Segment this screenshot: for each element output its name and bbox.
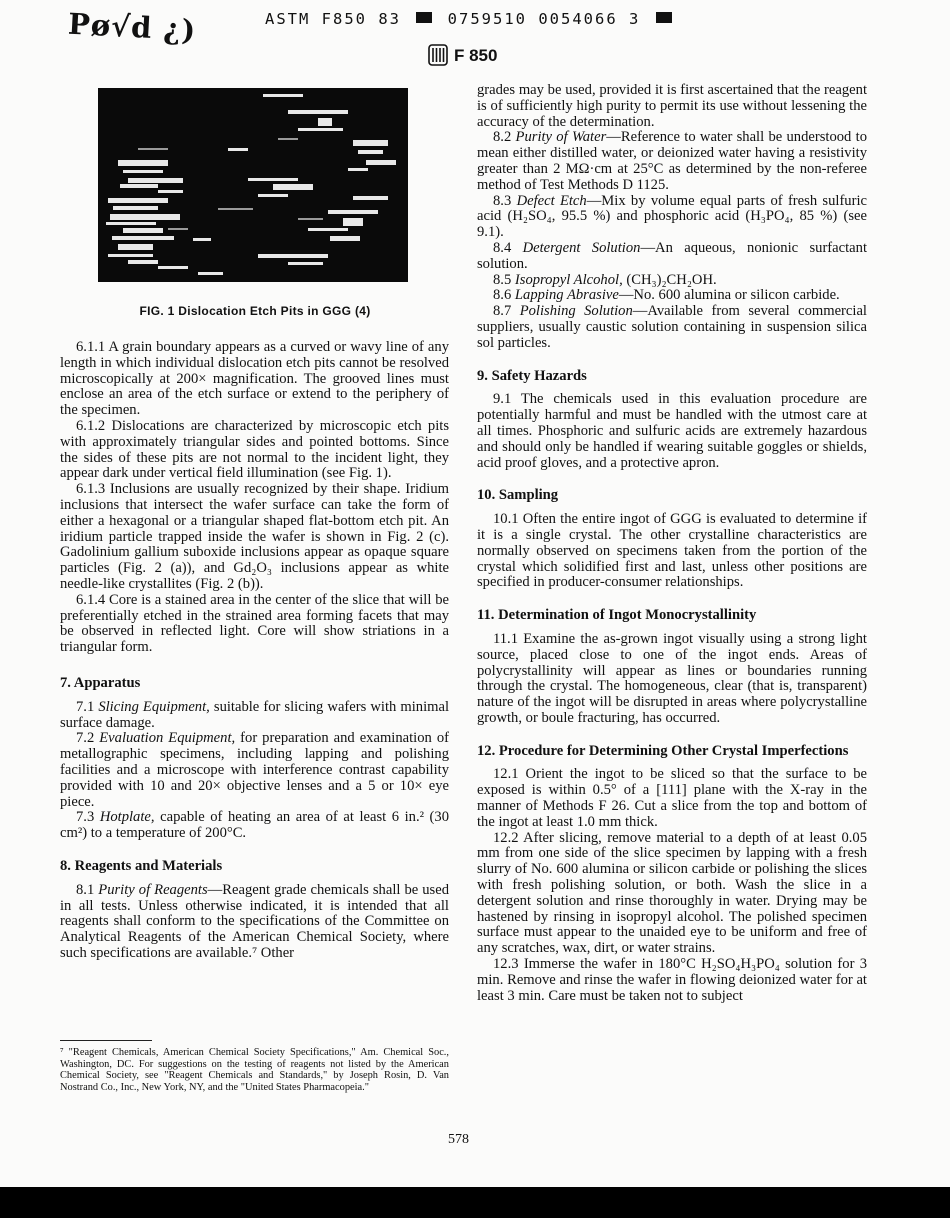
term: Lapping Abrasive [514, 287, 619, 304]
para-number: 7.3 [76, 809, 95, 826]
para-12-3: 12.3 Immerse the wafer in 180°C H₂SO₄H₃PO₄ solution for 3 min. Remove and rinse the wafer in flowing deionized water for at least 3 min. Care must be taken not to subject [477, 956, 867, 1004]
para-8-5 [477, 273, 867, 289]
term: Purity of Water [515, 129, 607, 146]
astm-header-line [265, 10, 676, 28]
para-text: —No. 600 alumina or silicon carbide. [618, 287, 840, 304]
para-number: 7.2 [76, 730, 95, 747]
figure-caption: FIG. 1 Dislocation Etch Pits in GGG (4) [139, 304, 371, 318]
term: Evaluation Equipment, [99, 730, 236, 747]
footnote-rule [60, 1040, 152, 1041]
para-12-1: 12.1 Orient the ingot to be sliced so that the surface to be exposed is within 0.5° of a [111] plane with the X-ray in the manner of Methods F 26. Cut a slice from the top and bottom of the ingot at least 1.0 mm thick. [477, 766, 867, 830]
para-6-1-3: 6.1.3 Inclusions are usually recognized by their shape. Iridium inclusions that intersect the wafer surface can take the form of either a hexagonal or a triangular shaped flat-bottom etch pit. An iridium particle trapped inside the wafer is shown in Fig. 2 (c). Gadolinium gallium suboxide inclusions appear as opaque square particles (Fig. 2 (a)), and Gd₂O₃ inclusions appear as white needle-like crystallites (Fig. 2 (b)). [60, 481, 449, 592]
designation [428, 44, 497, 66]
scan-edge-bar [0, 1187, 950, 1218]
para-number: 7.1 [76, 698, 95, 715]
handwritten-note: Ρø√d ¿) [67, 6, 198, 48]
para-number: 8.1 [76, 881, 95, 898]
page-number: 578 [448, 1132, 469, 1147]
para-9-1: 9.1 The chemicals used in this evaluation procedure are potentially harmful and must be handled with the utmost care at all times. Phosphoric and sulfuric acids are extremely hazardous and should only be handled if wearing suitable goggles or shields, acid proof gloves, and a protective apron. [477, 391, 867, 471]
para-8-3 [477, 194, 867, 241]
para-10-1: 10.1 Often the entire ingot of GGG is evaluated to determine if it is a single crystal. The other crystalline characteristics are normally observed on specimens taken from the portion of the crystal which solidified first and last, unless other positions are specified in producer-consumer relationships. [477, 511, 867, 591]
section-10-heading: 10. Sampling [477, 487, 559, 504]
para-7-3 [60, 810, 449, 842]
section-12-heading: 12. Procedure for Determining Other Crystal Imperfections [477, 742, 849, 759]
para-text: —Mix by volume equal parts of fresh sulfuric acid (H₂SO₄, 95.5 %) and phosphoric acid (H₃PO₄, 85 %) (see 9.1). [477, 192, 867, 241]
para-8-4 [477, 241, 867, 273]
para-number: 8.5 [493, 271, 512, 288]
para-number: 8.3 [493, 192, 512, 209]
term: Defect Etch [516, 192, 587, 209]
section-8-heading: 8. Reagents and Materials [60, 857, 223, 874]
term: Polishing Solution [519, 303, 633, 320]
left-column [60, 340, 449, 962]
etch-pits-micrograph [98, 88, 408, 282]
term: Isopropyl Alcohol, [514, 271, 623, 288]
doc-numbers: 0759510 0054066 3 [447, 10, 641, 28]
block-mark [656, 12, 672, 23]
para-number: 8.7 [493, 303, 512, 320]
para-7-2 [60, 731, 449, 810]
para-8-6 [477, 288, 867, 304]
para-text: —An aqueous, nonionic surfactant solution. [477, 239, 868, 272]
para-6-1-4: 6.1.4 Core is a stained area in the center of the slice that will be preferentially etched in the strained area forming facets that may be observed in reflected light. Core will show striations in a triangular form. [60, 591, 449, 656]
term: Hotplate, [99, 809, 155, 826]
para-12-2: 12.2 After slicing, remove material to a depth of at least 0.05 mm from one side of the slice specimen by lapping with a fresh slurry of No. 600 alumina or silicon carbide or polishing the slices with fresh polishing solution, or both. Wash the slice in a detergent solution and rinse thoroughly in water. Drying may be hastened by rinsing in isopropyl alcohol. The polished specimen surface must appear to the unaided eye to be uniform and free of any scratches, wax, dirt, or water strains. [477, 829, 867, 957]
para-number: 8.6 [493, 287, 512, 304]
para-11-1: 11.1 Examine the as-grown ingot visually using a strong light source, placed close to one of the ingot ends. Areas of polycrystallinity will appear as lines or boundaries running through the crystal. The homogeneous, clear (that is, transparent) nature of the ingot will be disrupted in areas where polycrystalline growth, or boule fracturing, has occurred. [477, 630, 867, 726]
astm-logo-icon [428, 44, 448, 66]
designation-number: F 850 [454, 46, 498, 65]
para-8-2 [477, 130, 867, 193]
para-7-1 [60, 700, 449, 732]
astm-code: ASTM F850 83 [265, 10, 401, 28]
term: Slicing Equipment, [98, 698, 210, 715]
para-8-1-continued: grades may be used, provided it is first ascertained that the reagent is of sufficiently high purity to permit its use without lessening the accuracy of the determination. [477, 82, 867, 130]
para-number: 8.4 [493, 239, 512, 256]
right-column [477, 83, 867, 1004]
para-number: 8.2 [493, 129, 512, 146]
para-text: capable of heating an area of at least 6 in.² (30 cm²) to a temperature of 200°C. [60, 809, 449, 842]
section-7-heading: 7. Apparatus [60, 674, 141, 691]
section-11-heading: 11. Determination of Ingot Monocrystallinity [477, 607, 757, 624]
term: Purity of Reagents [98, 881, 208, 898]
para-text: for preparation and examination of metallographic specimens, including lapping and polishing facilities and a microscope with interference contrast capability provided with 10 and 20× objective lenses and a 5 or 10× eye piece. [60, 730, 449, 810]
para-text: —Available from several commercial suppliers, usually caustic solution containing in suspension silica sol particles. [477, 303, 867, 351]
para-text: suitable for slicing wafers with minimal surface damage. [60, 698, 450, 731]
para-8-1 [60, 883, 449, 962]
para-6-1-1: 6.1.1 A grain boundary appears as a curved or wavy line of any length in which individual dislocation etch pits cannot be resolved microscopically at 200× magnification. The grooved lines must enclose an area of the etch surface or extend to the periphery of the specimen. [60, 339, 449, 419]
block-mark [416, 12, 432, 23]
para-8-7 [477, 304, 867, 351]
para-text: (CH₃)₂CH₂OH. [626, 271, 717, 288]
para-text: —Reagent grade chemicals shall be used in all tests. Unless otherwise indicated, it is intended that all reagents shall conform to the specifications of the Committee on Analytical Reagents of the American Chemical Society, where such specifications are available.⁷ Other [60, 881, 450, 961]
section-9-heading: 9. Safety Hazards [477, 367, 587, 384]
para-6-1-2: 6.1.2 Dislocations are characterized by microscopic etch pits with approximately triangular sides and pointed bottoms. Since the sides of these pits are not normal to the incident light, they appear dark under vertical field illumination (see Fig. 1). [60, 417, 449, 482]
term: Detergent Solution [522, 239, 641, 256]
footnote: ⁷ "Reagent Chemicals, American Chemical Society Specifications," Am. Chemical Soc., Washington, DC. For suggestions on the testing of reagents not listed by the American Chemical Society, see "Reagent Chemicals and Standards," by Joseph Rosin, D. Van Nostrand Co., Inc., New York, NY, and the "United States Pharmacopeia." [60, 1047, 449, 1093]
para-text: —Reference to water shall be understood to mean either distilled water, or deionized water having a resistivity greater than 2 MΩ·cm at 25°C as determined by the non-referee method of Test Methods D 1125. [477, 129, 867, 193]
